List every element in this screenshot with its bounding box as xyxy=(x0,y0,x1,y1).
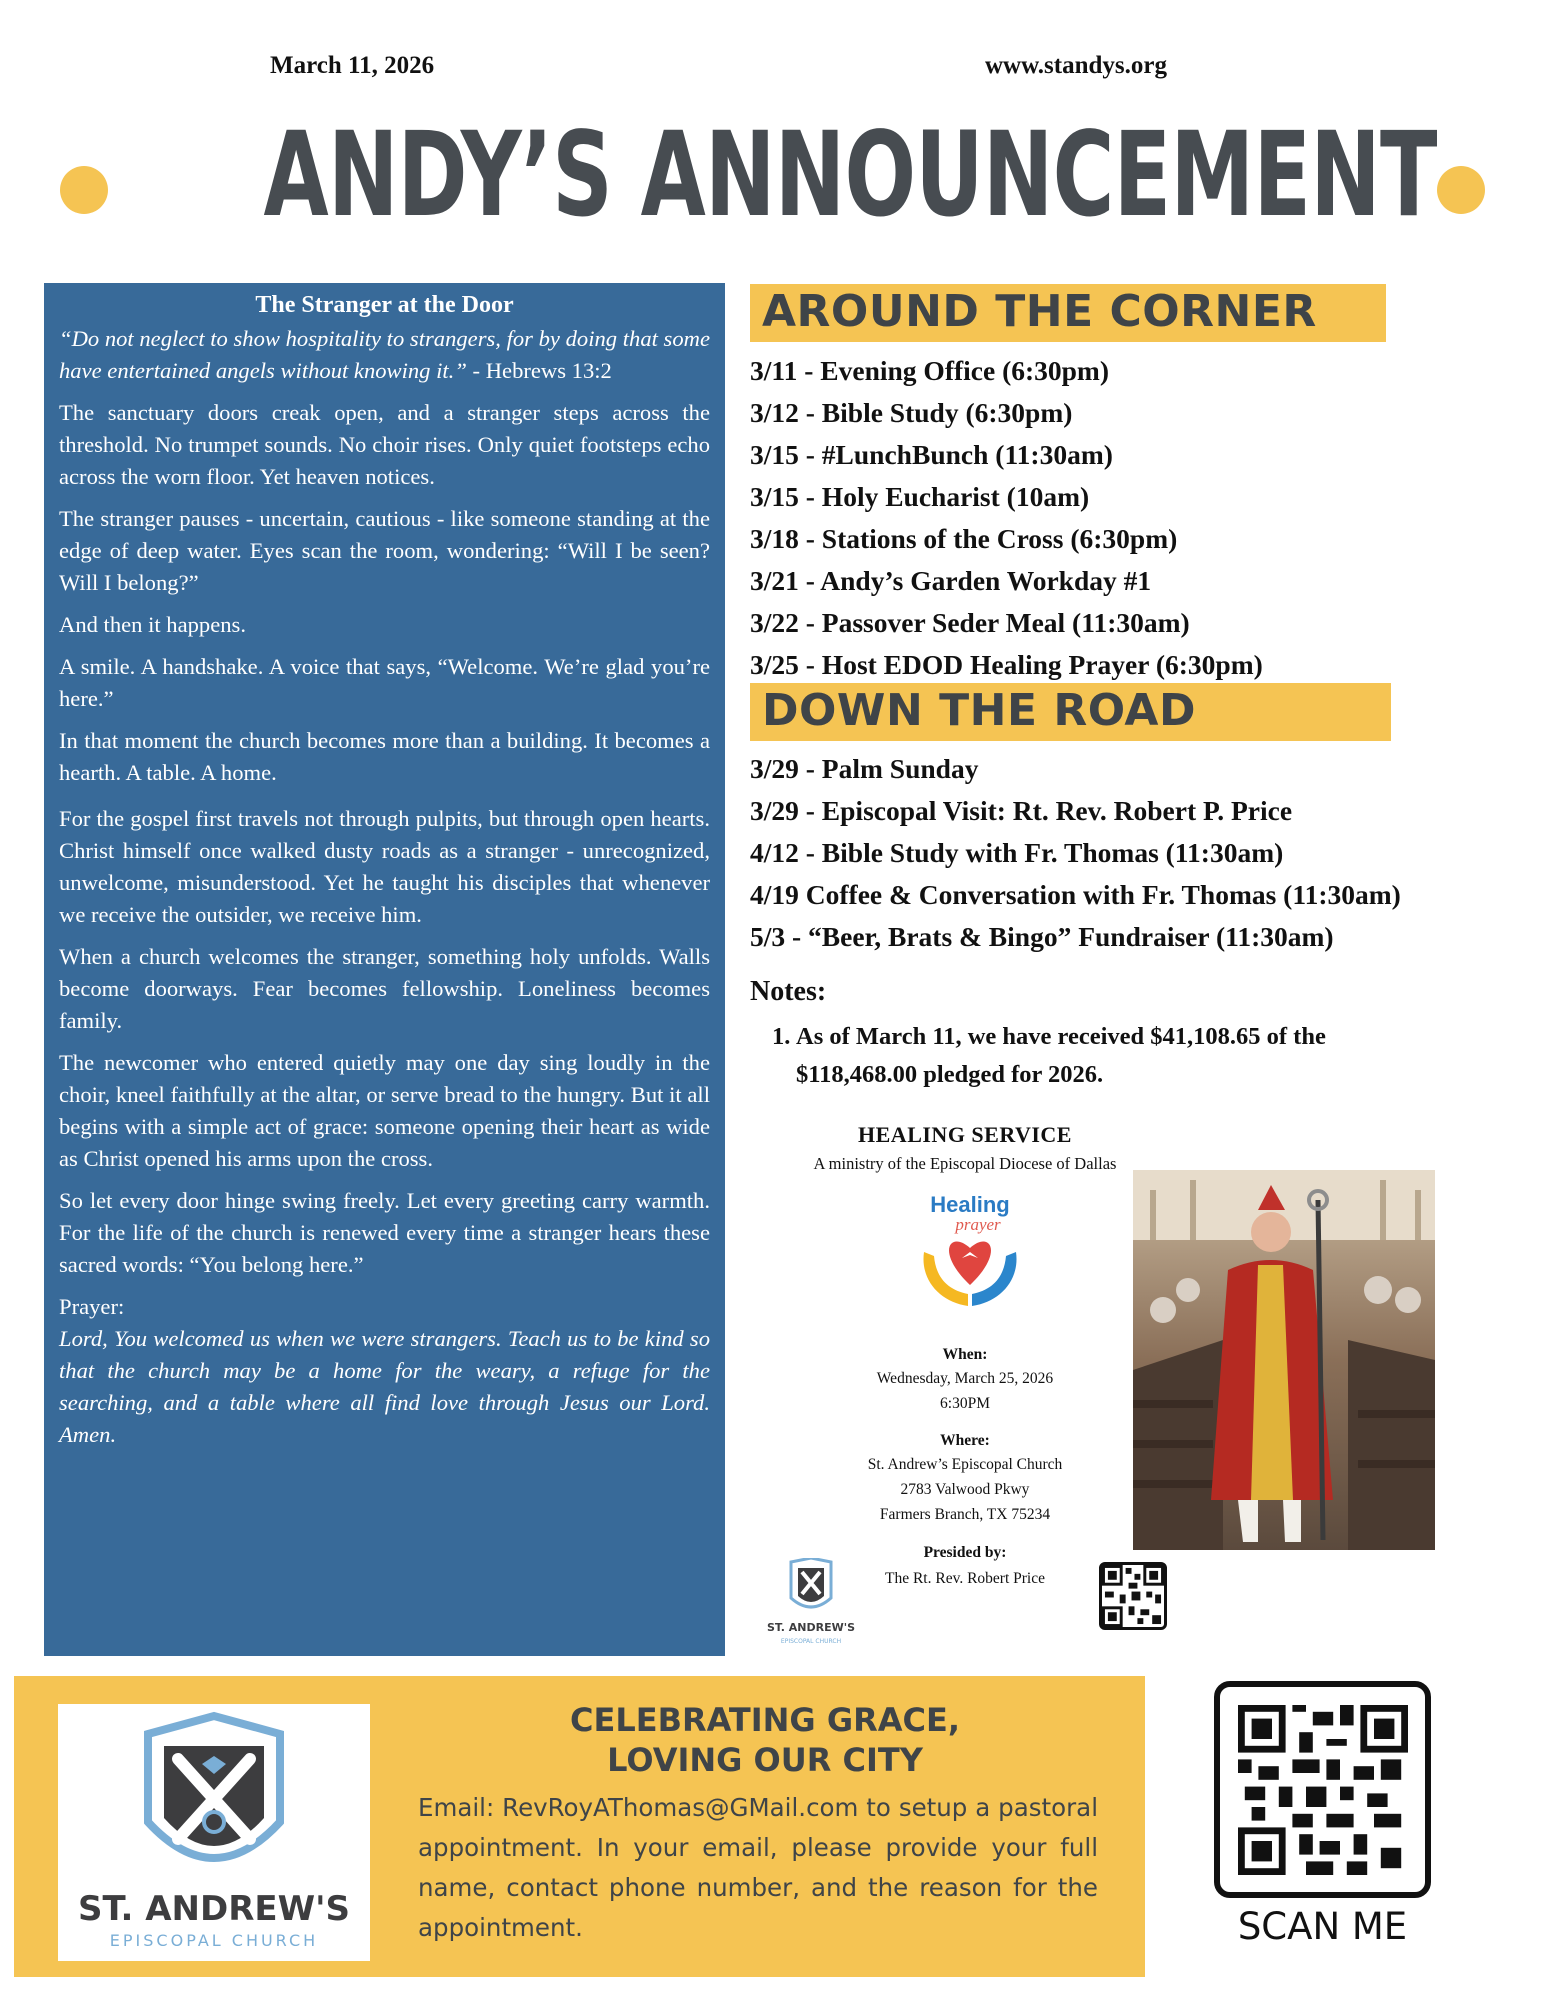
quote-reference: - Hebrews 13:2 xyxy=(466,358,612,383)
when-date: Wednesday, March 25, 2026 xyxy=(876,1370,1054,1387)
when-time: 6:30PM xyxy=(940,1395,990,1412)
flyer-title: HEALING SERVICE xyxy=(858,1122,1072,1147)
bishop-photo xyxy=(1133,1170,1435,1550)
article-heading: The Stranger at the Door xyxy=(255,292,514,318)
tagline-line-1: CELEBRATING GRACE, xyxy=(570,1701,960,1739)
tagline-line-2: LOVING OUR CITY xyxy=(607,1741,923,1779)
event-item: 4/19 Coffee & Conversation with Fr. Thomas (11:30am) xyxy=(750,879,1401,910)
article-paragraph: The stranger pauses - uncertain, cautious - like someone standing at the edge of deep water. Eyes scan the room, wondering: “Will I be seen? Will I belong?” xyxy=(59,506,710,595)
event-item: 3/11 - Evening Office (6:30pm) xyxy=(750,355,1109,386)
church-logo-small xyxy=(756,1558,866,1648)
scan-me-label: SCAN ME xyxy=(1237,1905,1408,1948)
event-item: 3/21 - Andy’s Garden Workday #1 xyxy=(750,565,1152,596)
newsletter-date: March 11, 2026 xyxy=(270,52,435,79)
where-city: Farmers Branch, TX 75234 xyxy=(879,1506,1051,1523)
down-the-road-banner xyxy=(750,683,1391,741)
qr-pattern-large-icon xyxy=(1238,1705,1408,1875)
down-the-road-list xyxy=(750,748,1401,958)
section-title: AROUND THE CORNER xyxy=(762,286,1317,337)
where-street: 2783 Valwood Pkwy xyxy=(900,1481,1030,1498)
note-number: 1. xyxy=(772,1023,791,1050)
article-paragraph: In that moment the church becomes more than a building. It becomes a hearth. A table. A home. xyxy=(59,728,710,785)
event-item: 3/29 - Episcopal Visit: Rt. Rev. Robert P. Price xyxy=(750,795,1293,826)
scripture-quote xyxy=(59,323,710,387)
where-label: Where: xyxy=(940,1432,990,1449)
event-item: 3/15 - #LunchBunch (11:30am) xyxy=(750,439,1113,470)
small-logo-sub: EPISCOPAL CHURCH xyxy=(780,1638,842,1645)
church-logo xyxy=(58,1704,370,1961)
event-item: 3/25 - Host EDOD Healing Prayer (6:30pm) xyxy=(750,649,1263,680)
logo-word-healing: Healing xyxy=(930,1192,1010,1217)
prayer-text: Lord, You welcomed us when we were strangers. Teach us to be kind so that the church may be a home for the weary, a refuge for the searching, and a table where all find love through Jesus our Lord. Amen. xyxy=(59,1326,710,1447)
event-item: 3/22 - Passover Seder Meal (11:30am) xyxy=(750,607,1190,638)
article-paragraph: So let every door hinge swing freely. Let every greeting carry warmth. For the life of the church is renewed every time a stranger hears these sacred words: “You belong here.” xyxy=(59,1188,710,1277)
small-logo-name: ST. ANDREW'S xyxy=(766,1621,856,1634)
article-paragraph: And then it happens. xyxy=(59,612,246,637)
tagline xyxy=(400,1700,1130,1780)
prayer-label: Prayer: xyxy=(59,1294,125,1319)
event-item: 3/29 - Palm Sunday xyxy=(750,753,979,784)
article-paragraph: For the gospel first travels not through pulpits, but through open hearts. Christ himself once walked dusty roads as a stranger - unrecognized, unwelcome, misunderstood. Yet he taught his disciples that whenever we receive the outsider, we receive him. xyxy=(59,806,710,927)
event-item: 4/12 - Bible Study with Fr. Thomas (11:30am) xyxy=(750,837,1284,868)
quote-text: “Do not neglect to show hospitality to strangers, for by doing that some have entertained angels without knowing it.” xyxy=(59,326,710,383)
section-title: DOWN THE ROAD xyxy=(762,685,1196,736)
presided-name: The Rt. Rev. Robert Price xyxy=(885,1570,1045,1587)
newsletter-title: ANDY’S ANNOUNCEMENT xyxy=(263,108,1437,243)
qr-pattern-small-icon xyxy=(1102,1565,1164,1627)
masthead xyxy=(0,108,1545,258)
article-paragraph: When a church welcomes the stranger, something holy unfolds. Walls become doorways. Fear becomes fellowship. Loneliness becomes family. xyxy=(59,944,710,1033)
contact-info: Email: RevRoyAThomas@GMail.com to setup a pastoral appointment. In your email, please provide your full name, contact phone number, and the reason for the appointment. xyxy=(418,1793,1098,1942)
note-text: As of March 11, we have received $41,108.65 of the $118,468.00 pledged for 2026. xyxy=(796,1023,1326,1088)
article-paragraph: The sanctuary doors creak open, and a stranger steps across the threshold. No trumpet sounds. No choir rises. Only quiet footsteps echo across the worn floor. Yet heaven notices. xyxy=(59,400,710,489)
event-item: 5/3 - “Beer, Brats & Bingo” Fundraiser (11:30am) xyxy=(750,921,1334,952)
around-the-corner-banner xyxy=(750,284,1386,342)
article-paragraph: The newcomer who entered quietly may one day sing loudly in the choir, kneel faithfully at the altar, or serve bread to the hungry. But it all begins with a simple act of grace: someone opening their heart as wide as Christ opened his arms upon the cross. xyxy=(59,1050,710,1171)
yellow-dot-right xyxy=(1437,166,1485,214)
church-shield-icon xyxy=(58,1704,370,1961)
website-link[interactable]: www.standys.org xyxy=(985,52,1167,79)
flyer-subtitle: A ministry of the Episcopal Diocese of Dallas xyxy=(813,1154,1117,1173)
yellow-dot-left xyxy=(60,166,108,214)
presided-label: Presided by: xyxy=(923,1544,1007,1561)
where-name: St. Andrew’s Episcopal Church xyxy=(867,1456,1063,1473)
qr-code-large[interactable] xyxy=(1214,1681,1431,1898)
healing-prayer-logo xyxy=(910,1190,1030,1320)
qr-code-small[interactable] xyxy=(1099,1562,1167,1630)
logo-word-prayer: prayer xyxy=(955,1215,1001,1234)
article-paragraph: A smile. A handshake. A voice that says, “Welcome. We’re glad you’re here.” xyxy=(59,654,710,711)
logo-name: ST. ANDREW'S xyxy=(77,1889,351,1929)
around-the-corner-list xyxy=(750,350,1263,686)
notes-heading: Notes: xyxy=(750,976,827,1007)
event-item: 3/18 - Stations of the Cross (6:30pm) xyxy=(750,523,1178,554)
event-item: 3/15 - Holy Eucharist (10am) xyxy=(750,481,1090,512)
event-item: 3/12 - Bible Study (6:30pm) xyxy=(750,397,1073,428)
article-panel xyxy=(44,283,725,1656)
when-label: When: xyxy=(942,1346,988,1363)
logo-subtitle: EPISCOPAL CHURCH xyxy=(109,1931,319,1950)
